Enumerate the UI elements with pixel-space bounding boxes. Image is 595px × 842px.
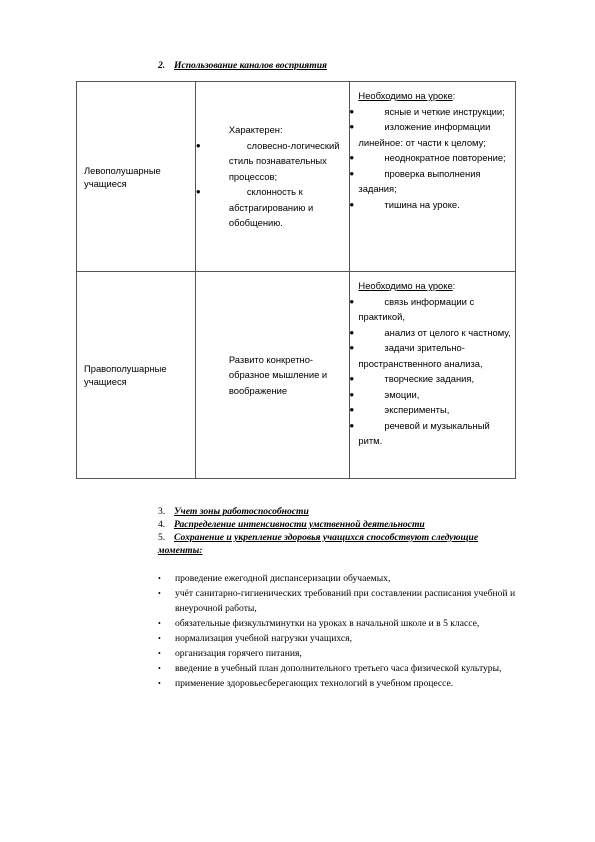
numbered-item: 4. Распределение интенсивности умственной деятельности <box>158 519 425 530</box>
list-item: • нормализация учебной нагрузки учащихся, <box>158 633 352 644</box>
list-item: • учёт санитарно-гигиенических требований при составлении расписания учебной и внеурочной работы, <box>158 588 516 614</box>
needs-cell <box>350 272 516 479</box>
bullet-icon: ● <box>349 153 355 162</box>
need-item: ● тишина на уроке. <box>358 197 513 213</box>
list-item: • организация горячего питания, <box>158 648 302 659</box>
need-item: ● неоднократное повторение; <box>358 150 513 166</box>
health-measures-list <box>158 571 543 691</box>
bullet-icon: ● <box>349 405 355 414</box>
needs-cell <box>350 82 516 272</box>
bullet-icon: ● <box>349 122 355 131</box>
bullet-icon: ● <box>349 327 355 337</box>
section-2-number: 2. <box>158 60 166 71</box>
group-cell <box>77 82 196 272</box>
numbered-item: 5. Сохранение и укрепление здоровья учащихся способствуют следующие моменты: <box>158 532 479 556</box>
need-item: ● связь информации с практикой, <box>349 295 475 322</box>
description-intro: Характерен: <box>228 124 283 136</box>
description-cell <box>195 82 350 272</box>
bullet-icon: ● <box>349 420 355 430</box>
bullet-icon: • <box>158 679 161 688</box>
numbered-item: 3. Учет зоны работоспособности <box>158 506 309 517</box>
group-cell <box>77 272 196 479</box>
section-2-title: Использование каналов восприятия <box>174 60 327 71</box>
list-item: • применение здоровьесберегающих технологий в учебном процессе. <box>158 678 454 689</box>
bullet-icon: ● <box>195 140 201 150</box>
description-item <box>196 138 350 185</box>
bullet-icon: • <box>158 634 161 643</box>
table-row-right-hemisphere <box>77 272 516 479</box>
need-item: ● творческие задания, <box>358 371 513 387</box>
bullet-icon: ● <box>349 343 355 352</box>
need-item: ● эмоции, <box>358 387 513 403</box>
description-text: Развито конкретно-образное мышление и воображение <box>228 353 328 396</box>
bullet-icon: ● <box>349 296 355 306</box>
table-row-left-hemisphere <box>77 82 516 272</box>
list-item: • введение в учебный план дополнительного третьего часа физической культуры, <box>158 663 502 674</box>
need-item: ● речевой и музыкальный ритм. <box>349 419 490 446</box>
section-2-heading <box>158 60 327 71</box>
group-label: Правополушарные учащиеся <box>84 363 167 387</box>
group-label: Левополушарные учащиеся <box>84 164 161 189</box>
list-item: • обязательные физкультминутки на уроках в начальной школе и в 5 классе, <box>158 618 480 629</box>
description-cell <box>195 272 350 479</box>
bullet-icon: • <box>158 619 161 628</box>
description-item <box>196 184 350 231</box>
list-item: • проведение ежегодной диспансеризации обучаемых, <box>158 573 391 584</box>
bullet-icon: • <box>158 664 161 673</box>
needs-title: Необходимо на уроке: <box>358 90 456 101</box>
bullet-icon: ● <box>349 168 355 178</box>
need-item: ● эксперименты, <box>358 402 513 418</box>
description-text: словесно-логический стиль познавательных процессов; <box>228 139 340 182</box>
bullet-icon: ● <box>195 187 201 197</box>
needs-title: Необходимо на уроке: <box>358 280 456 291</box>
perception-table <box>76 81 516 479</box>
bullet-icon: • <box>158 589 161 598</box>
need-item: ● анализ от целого к частному, <box>358 325 513 341</box>
bullet-icon: • <box>158 649 161 658</box>
need-item: ● задачи зрительно-пространственного анализа, <box>349 342 483 369</box>
description-text: склонность к абстрагированию и обобщению. <box>228 186 314 229</box>
need-item: ● изложение информации линейное: от части к целому; <box>349 121 491 148</box>
bullet-icon: ● <box>349 106 355 116</box>
bullet-icon: ● <box>349 374 355 383</box>
bullet-icon: ● <box>349 389 355 399</box>
need-item: ● проверка выполнения задания; <box>349 167 481 194</box>
need-item: ● ясные и четкие инструкции; <box>358 104 513 120</box>
numbered-list <box>158 505 518 557</box>
bullet-icon: • <box>158 574 161 583</box>
bullet-icon: ● <box>349 199 355 209</box>
